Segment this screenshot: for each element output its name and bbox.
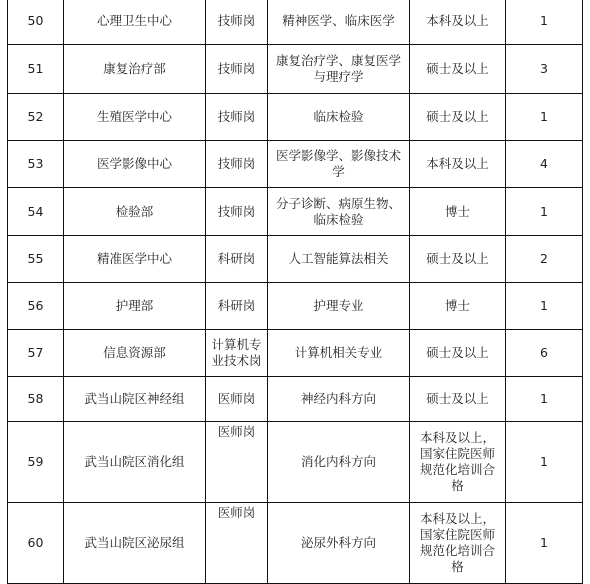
count-cell: 6 xyxy=(506,330,583,377)
education-cell: 硕士及以上 xyxy=(410,94,506,141)
count-cell: 1 xyxy=(506,422,583,503)
major-cell: 临床检验 xyxy=(268,94,410,141)
job-table xyxy=(7,0,583,584)
major-cell: 泌尿外科方向 xyxy=(268,503,410,584)
table-row xyxy=(8,283,583,330)
row-number: 58 xyxy=(8,377,64,422)
department-cell: 武当山院区神经组 xyxy=(64,377,206,422)
department-cell: 康复治疗部 xyxy=(64,45,206,94)
count-cell: 1 xyxy=(506,377,583,422)
table-row xyxy=(8,94,583,141)
major-cell: 计算机相关专业 xyxy=(268,330,410,377)
department-cell: 心理卫生中心 xyxy=(64,0,206,45)
table-row xyxy=(8,141,583,188)
row-number: 52 xyxy=(8,94,64,141)
major-cell: 分子诊断、病原生物、临床检验 xyxy=(268,188,410,236)
post-cell: 医师岗 xyxy=(206,377,268,422)
major-cell: 康复治疗学、康复医学与理疗学 xyxy=(268,45,410,94)
education-cell: 博士 xyxy=(410,188,506,236)
department-cell: 精准医学中心 xyxy=(64,236,206,283)
table-row xyxy=(8,330,583,377)
post-cell: 技师岗 xyxy=(206,0,268,45)
count-cell: 1 xyxy=(506,188,583,236)
row-number: 60 xyxy=(8,503,64,584)
post-cell: 医师岗 xyxy=(206,503,268,584)
department-cell: 武当山院区泌尿组 xyxy=(64,503,206,584)
count-cell: 1 xyxy=(506,0,583,45)
post-cell: 科研岗 xyxy=(206,236,268,283)
count-cell: 3 xyxy=(506,45,583,94)
row-number: 56 xyxy=(8,283,64,330)
count-cell: 1 xyxy=(506,503,583,584)
major-cell: 消化内科方向 xyxy=(268,422,410,503)
row-number: 55 xyxy=(8,236,64,283)
count-cell: 4 xyxy=(506,141,583,188)
post-cell: 科研岗 xyxy=(206,283,268,330)
table-row xyxy=(8,422,583,503)
major-cell: 医学影像学、影像技术学 xyxy=(268,141,410,188)
count-cell: 1 xyxy=(506,283,583,330)
row-number: 51 xyxy=(8,45,64,94)
post-cell: 技师岗 xyxy=(206,141,268,188)
post-cell: 技师岗 xyxy=(206,94,268,141)
education-cell: 硕士及以上 xyxy=(410,330,506,377)
department-cell: 信息资源部 xyxy=(64,330,206,377)
education-cell: 本科及以上 xyxy=(410,141,506,188)
post-cell: 医师岗 xyxy=(206,422,268,503)
major-cell: 人工智能算法相关 xyxy=(268,236,410,283)
post-cell: 技师岗 xyxy=(206,188,268,236)
row-number: 53 xyxy=(8,141,64,188)
education-cell: 硕士及以上 xyxy=(410,236,506,283)
row-number: 50 xyxy=(8,0,64,45)
education-cell: 硕士及以上 xyxy=(410,45,506,94)
count-cell: 1 xyxy=(506,94,583,141)
major-cell: 神经内科方向 xyxy=(268,377,410,422)
education-cell: 本科及以上，国家住院医师规范化培训合格 xyxy=(410,422,506,503)
major-cell: 精神医学、临床医学 xyxy=(268,0,410,45)
department-cell: 武当山院区消化组 xyxy=(64,422,206,503)
table-row xyxy=(8,236,583,283)
department-cell: 护理部 xyxy=(64,283,206,330)
row-number: 57 xyxy=(8,330,64,377)
department-cell: 医学影像中心 xyxy=(64,141,206,188)
department-cell: 检验部 xyxy=(64,188,206,236)
major-cell: 护理专业 xyxy=(268,283,410,330)
row-number: 54 xyxy=(8,188,64,236)
post-cell: 计算机专业技术岗 xyxy=(206,330,268,377)
table-row xyxy=(8,377,583,422)
education-cell: 博士 xyxy=(410,283,506,330)
education-cell: 本科及以上 xyxy=(410,0,506,45)
department-cell: 生殖医学中心 xyxy=(64,94,206,141)
table-row xyxy=(8,0,583,45)
count-cell: 2 xyxy=(506,236,583,283)
post-cell: 技师岗 xyxy=(206,45,268,94)
table-row xyxy=(8,45,583,94)
table-row xyxy=(8,503,583,584)
row-number: 59 xyxy=(8,422,64,503)
table-row xyxy=(8,188,583,236)
education-cell: 本科及以上，国家住院医师规范化培训合格 xyxy=(410,503,506,584)
education-cell: 硕士及以上 xyxy=(410,377,506,422)
